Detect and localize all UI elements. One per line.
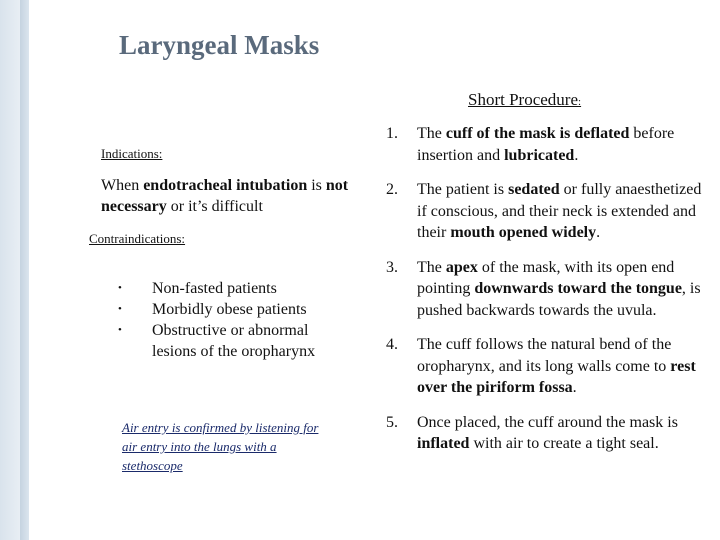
short-procedure-heading-text: Short Procedure [468, 90, 579, 109]
text-run: When [101, 177, 144, 194]
bold-text: downwards toward the tongue [474, 280, 682, 297]
text-run: . [572, 379, 577, 396]
text-run: is [307, 177, 326, 194]
text-run: before insertion and [417, 125, 675, 164]
text-run: of the mask, with its open end pointing [417, 258, 675, 297]
bold-text: endotracheal intubation [143, 177, 308, 194]
air-entry-note: Air entry is confirmed by listening for air entry into the lungs with a stethoscope [122, 420, 319, 473]
list-item: • Non-fasted patients [118, 278, 348, 299]
text-run: , is pushed backwards towards the uvula. [417, 280, 701, 319]
procedure-steps [386, 123, 708, 455]
bold-text: cuff of the mask is deflated [445, 125, 630, 142]
contraindications-heading: Contraindications: [89, 231, 186, 246]
text-run: . [596, 224, 601, 241]
step-number: 2. [386, 181, 398, 198]
text-run: The cuff follows the natural bend of the oropharynx, and its long walls come to [417, 336, 672, 375]
step-text [417, 259, 701, 319]
text-run: or it’s difficult [166, 198, 263, 215]
short-procedure-colon: : [578, 96, 582, 108]
step-text [417, 181, 701, 241]
indications-heading: Indications: [101, 146, 163, 161]
list-item: • Morbidly obese patients [118, 299, 348, 320]
bold-text: lubricated [504, 146, 575, 164]
list-item: • Obstructive or abnormal lesions of the oropharynx [118, 320, 348, 362]
page-title: Laryngeal Masks [119, 30, 320, 60]
bold-text: mouth opened widely [450, 224, 597, 241]
text-run: The [417, 125, 446, 142]
step-text [417, 414, 678, 453]
procedure-step [386, 179, 708, 244]
contraindications-list [118, 278, 348, 362]
step-number: 3. [386, 258, 398, 276]
indications-text [101, 175, 351, 217]
left-decorative-bar-inner [20, 0, 29, 540]
text-run: The [417, 258, 446, 276]
text-run: or fully anaesthetized if conscious, and their neck is extended and their [417, 181, 702, 241]
text-run: The patient is [417, 181, 509, 198]
left-decorative-bar [0, 0, 20, 540]
step-text [417, 336, 696, 396]
step-number: 1. [386, 125, 398, 142]
bold-text: rest over the piriform fossa [417, 357, 696, 396]
short-procedure-heading [468, 90, 581, 110]
bold-text: sedated [508, 181, 560, 198]
step-number: 5. [386, 413, 398, 431]
procedure-step [386, 334, 708, 399]
procedure-step [386, 412, 708, 455]
bold-text: apex [445, 258, 478, 276]
bold-text: not necessary [101, 177, 349, 215]
bold-text: inflated [417, 435, 470, 452]
step-text [417, 125, 674, 164]
text-run: Once placed, the cuff around the mask is [417, 413, 678, 431]
procedure-step [386, 123, 708, 166]
step-number: 4. [386, 336, 398, 353]
text-run: with air to create a tight seal. [469, 435, 659, 452]
procedure-step [386, 257, 708, 322]
text-run: . [574, 146, 579, 164]
